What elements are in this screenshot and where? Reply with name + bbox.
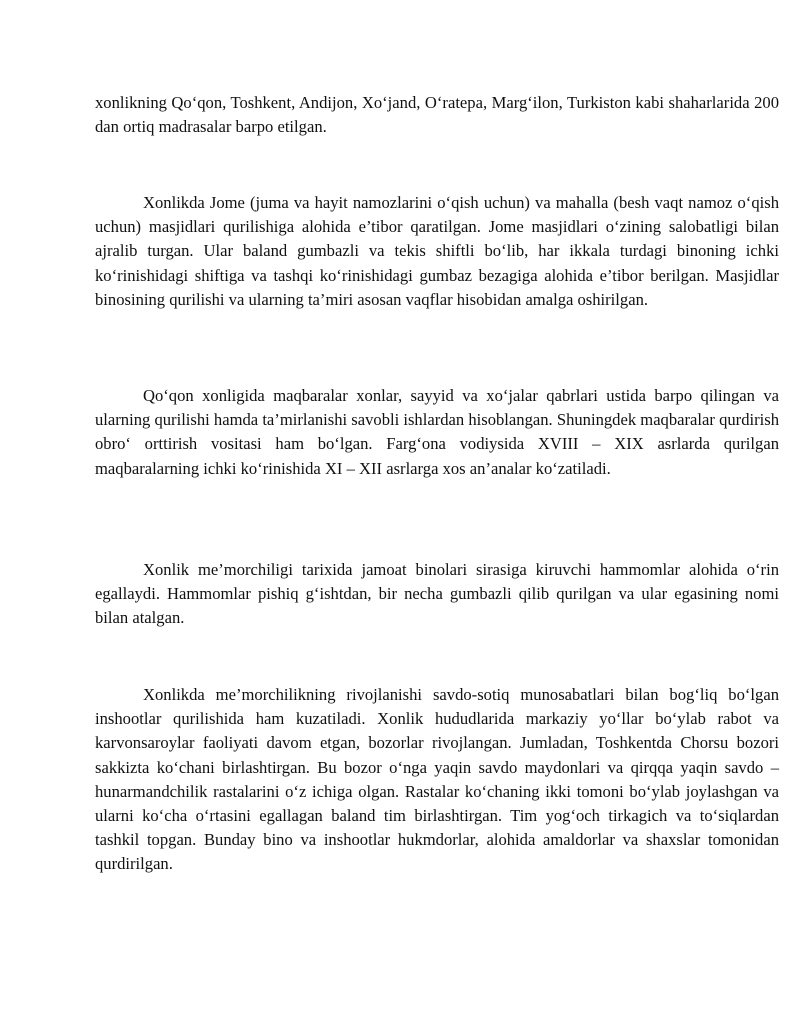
paragraph-block-5 <box>95 683 779 877</box>
paragraph-continuation: xonlikning Qo‘qon, Toshkent, Andijon, Xo‘jand, O‘ratepa, Marg‘ilon, Turkiston kabi shaharlarida 200 dan ortiq madrasalar barpo etilgan. <box>95 93 779 137</box>
paragraph-block-3 <box>95 384 779 481</box>
paragraph-mausoleums: Qo‘qon xonligida maqbaralar xonlar, sayyid va xo‘jalar qabrlari ustida barpo qilingan va ularning qurilishi hamda ta’mirlanishi savobli ishlardan hisoblangan. Shuningdek maqbaralar qurdirish obro‘ orttirish vositasi ham bo‘lgan. Farg‘ona vodiysida XVIII – XIX asrlarda qurilgan maqbaralarning ichki ko‘rinishida XI – XII asrlarga xos an’analar ko‘zatiladi. <box>95 386 779 478</box>
paragraph-bathhouses: Xonlik me’morchiligi tarixida jamoat binolari sirasiga kiruvchi hammomlar alohida o‘rin egallaydi. Hammomlar pishiq g‘ishtdan, bir necha gumbazli qilib qurilgan va ular egasining nomi bilan atalgan. <box>95 560 779 628</box>
paragraph-block-1 <box>95 91 779 139</box>
paragraph-mosques: Xonlikda Jome (juma va hayit namozlarini o‘qish uchun) va mahalla (besh vaqt namoz o‘qish uchun) masjidlari qurilishiga alohida e’tibor qaratilgan. Jome masjidlari o‘zining salobatligi bilan ajralib turgan. Ular baland gumbazli va tekis shiftli bo‘lib, har ikkala turdagi binoning ichki ko‘rinishidagi shiftiga va tashqi ko‘rinishidagi gumbaz bezagiga alohida e’tibor berilgan. Masjidlar binosining qurilishi va ularning ta’miri asosan vaqflar hisobidan amalga oshirilgan. <box>95 193 779 309</box>
paragraph-block-2 <box>95 191 779 312</box>
paragraph-block-4 <box>95 558 779 631</box>
paragraph-trade-buildings: Xonlikda me’morchilikning rivojlanishi savdo-sotiq munosabatlari bilan bog‘liq bo‘lgan inshootlar qurilishida ham kuzatiladi. Xonlik hududlarida markaziy yo‘llar bo‘ylab rabot va karvonsaroylar faoliyati davom etgan, bozorlar rivojlangan. Jumladan, Toshkentda Chorsu bozori sakkizta ko‘chani birlashtirgan. Bu bozor o‘nga yaqin savdo maydonlari va qirqqa yaqin savdo – hunarmandchilik rastalarini o‘z ichiga olgan. Rastalar ko‘chaning ikki tomoni bo‘ylab joylashgan va ularni ko‘cha o‘rtasini egallagan baland tim birlashtirgan. Tim yog‘och tirkagich va to‘siqlardan tashkil topgan. Bunday bino va inshootlar hukmdorlar, alohida amaldorlar va shaxslar tomonidan qurdirilgan. <box>95 685 779 874</box>
